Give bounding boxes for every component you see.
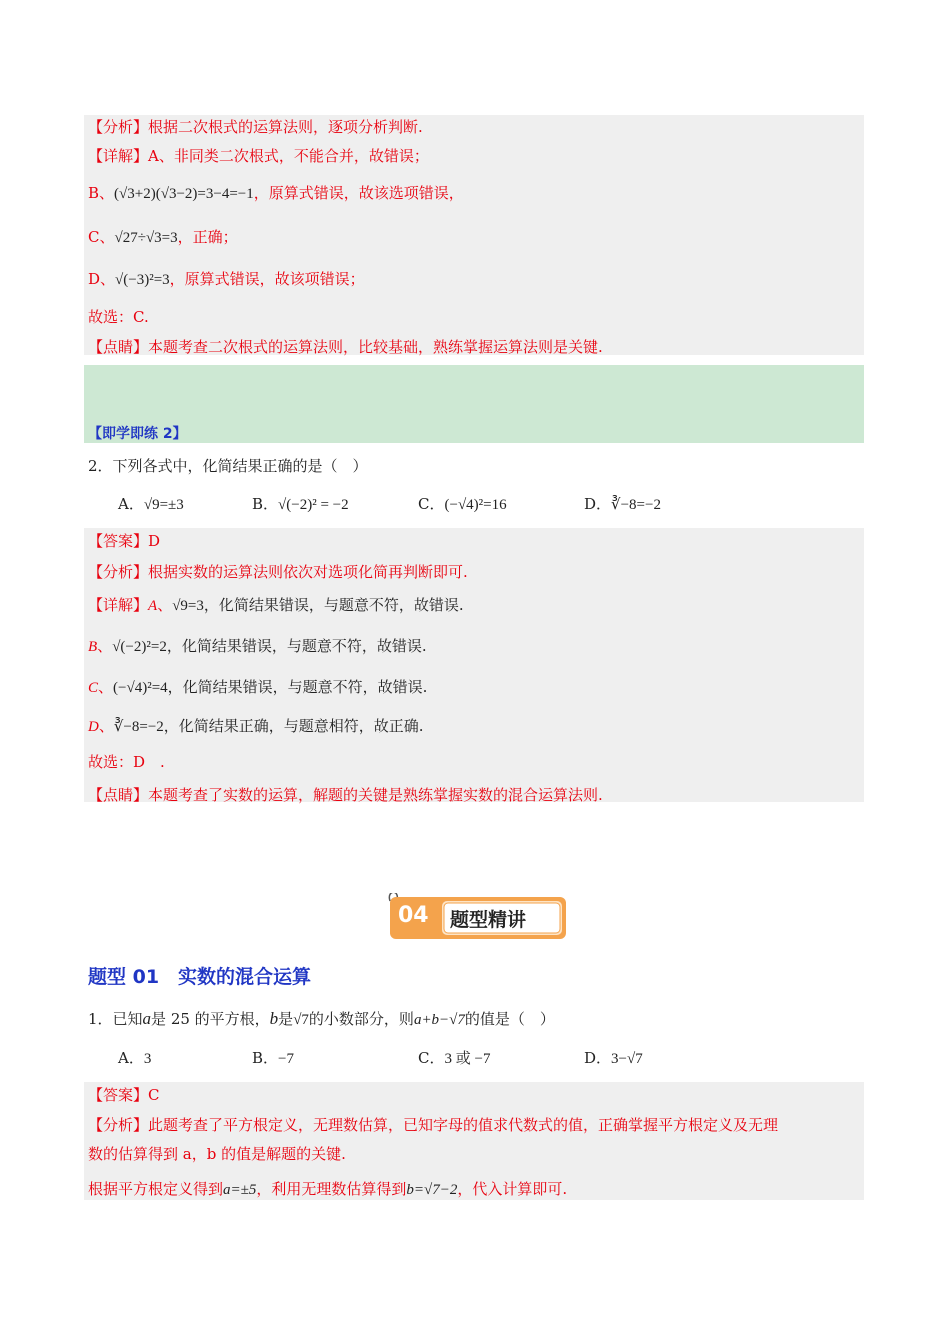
practice-option-a[interactable]: A．√9=±3 xyxy=(118,495,184,513)
q1-option-c[interactable]: C．3 或 −7 xyxy=(418,1049,491,1067)
practice-option-d[interactable]: D．∛−8=−2 xyxy=(584,495,661,513)
analysis-text-3b: 数的估算得到 a，b 的值是解题的关键. xyxy=(88,1145,346,1163)
detail-d-line xyxy=(88,268,365,291)
b-expression: (√3+2)(√3−2)=3−4=−1 xyxy=(114,186,254,202)
detail-c-line xyxy=(88,226,238,249)
badge-number: 04 xyxy=(398,903,429,928)
d-suffix: ，原算式错误，故该项错误； xyxy=(169,270,365,288)
detail-b-line-2: B、√(−2)²=2，化简结果错误，与题意不符，故错误. xyxy=(88,637,427,655)
q1-option-a[interactable]: A．3 xyxy=(118,1049,152,1067)
practice-option-c[interactable]: C．(−√4)²=16 xyxy=(418,495,507,513)
q1-option-d[interactable]: D．3−√7 xyxy=(584,1049,643,1067)
d-prefix: D、 xyxy=(88,270,116,288)
choose-text-2: 故选：D . xyxy=(88,753,165,771)
comment-text: 【点睛】本题考查二次根式的运算法则，比较基础，熟练掌握运算法则是关键. xyxy=(88,338,603,356)
detail-a-line-2: 【详解】A、√9=3，化简结果错误，与题意不符，故错误. xyxy=(88,596,464,614)
practice-option-b[interactable]: B．√(−2)² = −2 xyxy=(252,495,349,513)
practice-question: 2．下列各式中，化简结果正确的是（ ） xyxy=(88,457,368,475)
badge-text: 题型精讲 xyxy=(450,909,527,931)
analysis-text-2: 【分析】根据实数的运算法则依次对选项化简再判断即可. xyxy=(88,563,468,581)
practice-banner xyxy=(84,365,864,443)
analysis-text: 【分析】根据二次根式的运算法则，逐项分析判断. xyxy=(88,118,423,136)
analysis-text-3a: 【分析】此题考查了平方根定义，无理数估算，已知字母的值求代数式的值，正确掌握平方根定义及无理 xyxy=(88,1116,779,1134)
b-suffix: ，原算式错误，故该选项错误， xyxy=(253,184,464,202)
c-prefix: C、 xyxy=(88,228,115,246)
c-suffix: ，正确； xyxy=(177,228,238,246)
practice-label: 【即学即练 2】 xyxy=(88,426,187,442)
answer-text-3: 【答案】C xyxy=(88,1086,160,1104)
comment-text-2: 【点睛】本题考查了实数的运算，解题的关键是熟练掌握实数的混合运算法则. xyxy=(88,786,603,804)
detail-a-text: 【详解】A、非同类二次根式，不能合并，故错误； xyxy=(88,147,429,165)
b-prefix: B、 xyxy=(88,184,115,202)
d-expression: √(−3)²=3 xyxy=(115,272,170,288)
q1-option-b[interactable]: B．−7 xyxy=(252,1049,294,1067)
c-expression: √27÷√3=3 xyxy=(114,230,178,246)
section-badge xyxy=(388,893,566,939)
section-title: 题型 01 实数的混合运算 xyxy=(88,966,312,988)
question-1: 1．已知a是 25 的平方根，b是√7的小数部分，则a+b−√7的值是（ ） xyxy=(88,1009,555,1028)
choose-text: 故选：C. xyxy=(88,308,149,326)
reasoning-line: 根据平方根定义得到a=±5，利用无理数估算得到b=√7−2，代入计算即可. xyxy=(88,1180,568,1198)
detail-b-line xyxy=(88,182,464,205)
answer-text: 【答案】D xyxy=(88,532,161,550)
detail-d-line-2: D、∛−8=−2，化简结果正确，与题意相符，故正确. xyxy=(88,717,424,735)
detail-c-line-2: C、(−√4)²=4，化简结果错误，与题意不符，故错误. xyxy=(88,678,428,696)
